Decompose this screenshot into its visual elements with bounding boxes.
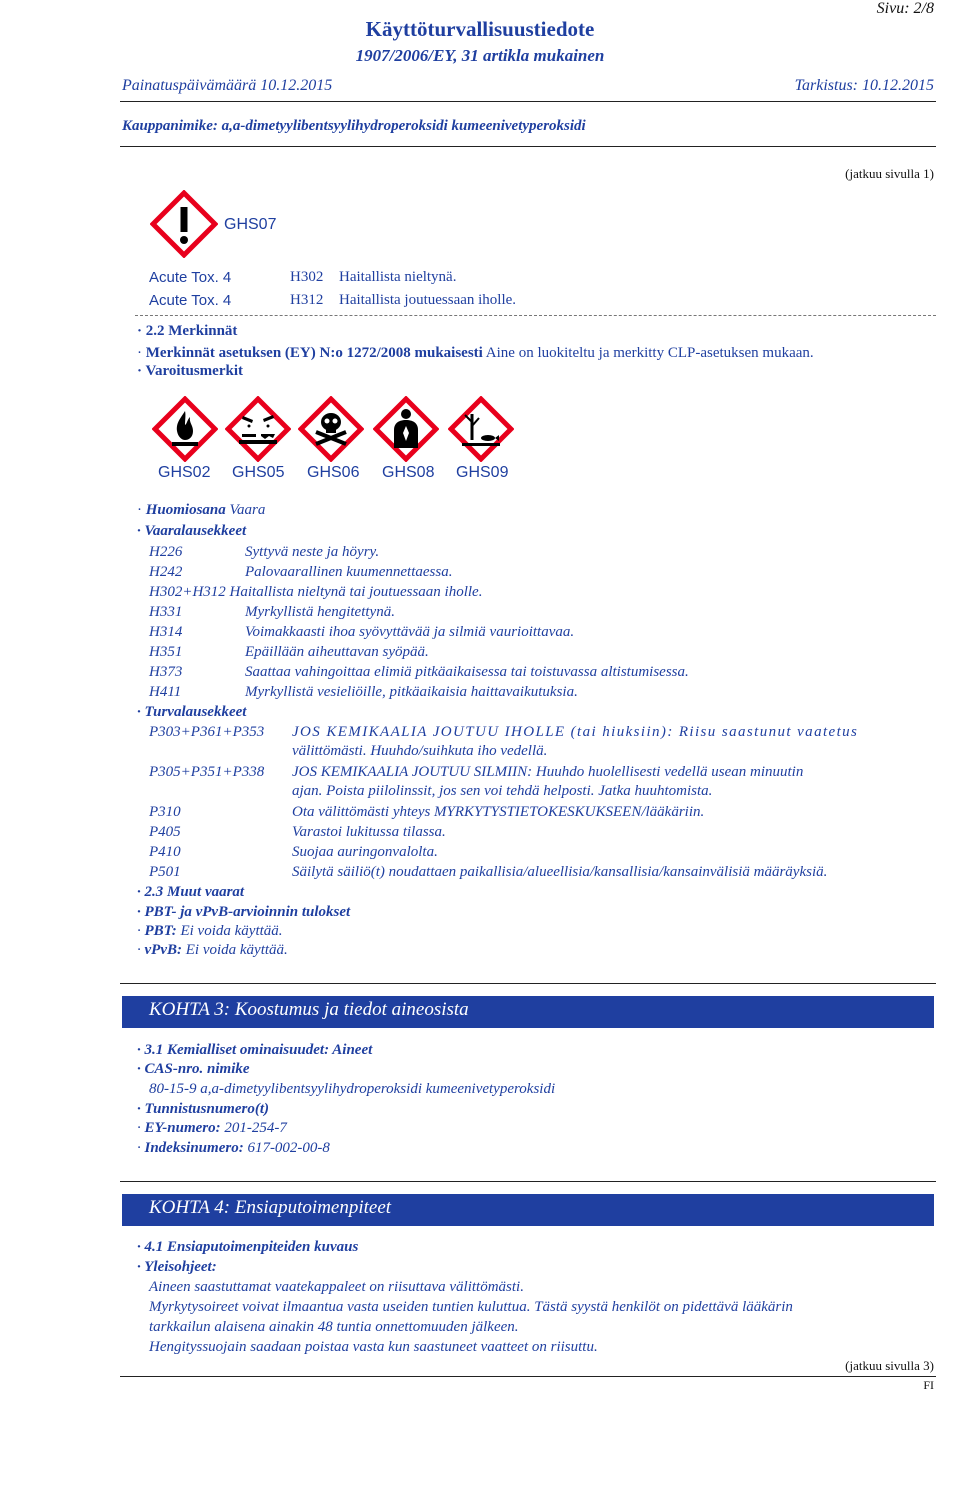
header-divider	[120, 101, 936, 102]
hazard-code: H242	[149, 564, 183, 580]
precaution-text: JOS KEMIKAALIA JOUTUU IHOLLE (tai hiuksiin): Riisu saastunut vaatetus	[292, 724, 859, 740]
hazard-code: H226	[149, 544, 183, 560]
pictogram-code-4: GHS08	[382, 464, 435, 481]
hazard-text: Voimakkaasti ihoa syövyttävää ja silmiä vaurioittavaa.	[245, 624, 575, 640]
skull-pictogram-icon	[298, 396, 364, 462]
hazard-code: H373	[149, 664, 183, 680]
precaution-text: Suojaa auringonvalolta.	[292, 844, 438, 860]
precaution-code: P501	[149, 864, 181, 880]
cas-value: 80-15-9 a,a-dimetyylibentsyylihydroperoksidi kumeenivetyperoksidi	[149, 1081, 556, 1097]
footer-divider	[120, 1376, 936, 1377]
acute-tox-cat-2: Acute Tox. 4	[149, 292, 232, 309]
precaution-code: P410	[149, 844, 181, 860]
s23-heading: · 2.3 Muut vaarat	[137, 884, 245, 900]
s41-heading: · 4.1 Ensiaputoimenpiteiden kuvaus	[137, 1239, 359, 1255]
s22-regulation: · Merkinnät asetuksen (EY) N:o 1272/2008 mukaisesti Aine on luokiteltu ja merkitty CLP-asetuksen mukaan.	[137, 345, 814, 361]
ghs07-label: GHS07	[224, 216, 277, 233]
first-aid-line: tarkkailun alaisena ainakin 48 tuntia onnettomuuden jälkeen.	[149, 1319, 519, 1335]
ghs07-code-1: H302	[290, 269, 324, 285]
hazard-code: H331	[149, 604, 183, 620]
first-aid-line: Hengityssuojain saadaan poistaa vasta kun saastuneet vaatteet on riisuttu.	[149, 1339, 598, 1355]
pbt-heading: · PBT- ja vPvB-arvioinnin tulokset	[137, 904, 351, 920]
hazard-text: Syttyvä neste ja höyry.	[245, 544, 380, 560]
acute-tox-cat-1: Acute Tox. 4	[149, 269, 232, 286]
ghs07-text-1: Haitallista nieltynä.	[339, 269, 457, 285]
hazard-code: H351	[149, 644, 183, 660]
document-title: Käyttöturvallisuustiedote	[365, 17, 595, 41]
country-code: FI	[923, 1378, 934, 1392]
hazard-code: H411	[149, 684, 182, 700]
precaution-code: P303+P361+P353	[149, 724, 265, 740]
precaution-code: P305+P351+P338	[149, 764, 265, 780]
section3-divider	[120, 983, 936, 984]
continued-from: (jatkuu sivulla 1)	[845, 166, 934, 181]
index-number: · Indeksinumero: 617-002-00-8	[137, 1140, 330, 1156]
section3-title-bar	[122, 996, 934, 1028]
first-aid-line: Aineen saastuttamat vaatekappaleet on riisuttava välittömästi.	[149, 1279, 524, 1295]
hazard-code-combined: H302+H312 Haitallista nieltynä tai joutuessaan iholle.	[149, 584, 483, 600]
vpvb-line: · vPvB: Ei voida käyttää.	[137, 942, 288, 958]
pbt-line: · PBT: Ei voida käyttää.	[137, 923, 283, 939]
general-label: · Yleisohjeet:	[137, 1259, 217, 1275]
hazard-statements-label: · Vaaralausekkeet	[137, 523, 247, 539]
hazard-text: Myrkyllistä vesieliöille, pitkäaikaisia haittavaikutuksia.	[245, 684, 578, 700]
flame-pictogram-icon	[152, 396, 218, 462]
pictogram-code-3: GHS06	[307, 464, 360, 481]
section4-divider	[120, 1181, 936, 1182]
page-number: Sivu: 2/8	[876, 0, 934, 17]
hazard-text: Saattaa vahingoittaa elimiä pitkäaikaisessa tai toistuvassa altistumisessa.	[245, 664, 689, 680]
signal-word-line: · Huomiosana Vaara	[137, 502, 266, 518]
pictogram-code-2: GHS05	[232, 464, 285, 481]
hazard-code: H314	[149, 624, 183, 640]
corrosion-pictogram-icon	[225, 396, 291, 462]
section3-title: KOHTA 3: Koostumus ja tiedot aineosista	[149, 999, 469, 1020]
ghs07-text-2: Haitallista joutuessaan iholle.	[339, 292, 517, 308]
identifiers-label: · Tunnistusnumero(t)	[137, 1101, 269, 1117]
hazard-text: Epäillään aiheuttavan syöpää.	[245, 644, 429, 660]
health-hazard-pictogram-icon	[373, 396, 439, 462]
cas-label: · CAS-nro. nimike	[137, 1061, 250, 1077]
document-subtitle: 1907/2006/EY, 31 artikla mukainen	[355, 46, 605, 65]
precaution-text: Ota välittömästi yhteys MYRKYTYSTIETOKESKUKSEEN/lääkäriin.	[292, 804, 705, 820]
section4-title: KOHTA 4: Ensiaputoimenpiteet	[149, 1197, 392, 1218]
trade-name: Kauppanimike: a,a-dimetyylibentsyylihydroperoksidi kumeenivetyperoksidi	[122, 118, 586, 134]
hazard-text: Myrkyllistä hengitettynä.	[245, 604, 395, 620]
precautionary-label: · Turvalausekkeet	[137, 704, 247, 720]
precaution-code: P310	[149, 804, 181, 820]
pictogram-code-1: GHS02	[158, 464, 211, 481]
print-date: Painatuspäivämäärä 10.12.2015	[122, 77, 333, 94]
precaution-text-cont: ajan. Poista piilolinssit, jos sen voi tehdä helposti. Jatka huuhtomista.	[292, 783, 713, 799]
precaution-text: Säilytä säiliö(t) noudattaen paikallisia/alueellisia/kansallisia/kansainvälisiä määräyksiä.	[292, 864, 828, 880]
precaution-text-cont: välittömästi. Huuhdo/suihkuta iho vedellä.	[292, 743, 548, 759]
precaution-code: P405	[149, 824, 181, 840]
s31-heading: · 3.1 Kemialliset ominaisuudet: Aineet	[137, 1042, 373, 1058]
dashed-separator	[135, 315, 936, 316]
s22-heading: · 2.2 Merkinnät	[137, 323, 238, 339]
environment-pictogram-icon	[448, 396, 514, 462]
ghs07-code-2: H312	[290, 292, 324, 308]
ec-number: · EY-numero: 201-254-7	[137, 1120, 287, 1136]
hazard-text: Palovaarallinen kuumennettaessa.	[245, 564, 453, 580]
precaution-text: JOS KEMIKAALIA JOUTUU SILMIIN: Huuhdo huolellisesti vedellä usean minuutin	[292, 764, 804, 780]
trade-divider	[120, 146, 936, 147]
s22-pictogram-label: · Varoitusmerkit	[137, 363, 243, 379]
first-aid-line: Myrkytysoireet voivat ilmaantua vasta useiden tuntien kuluttua. Tästä syystä henkilöt on pidettävä lääkärin	[149, 1299, 793, 1315]
section4-title-bar	[122, 1194, 934, 1226]
exclamation-pictogram-icon	[150, 190, 218, 258]
continued-to: (jatkuu sivulla 3)	[845, 1358, 934, 1373]
precaution-text: Varastoi lukitussa tilassa.	[292, 824, 446, 840]
pictogram-code-5: GHS09	[456, 464, 509, 481]
revision-date: Tarkistus: 10.12.2015	[794, 77, 934, 94]
